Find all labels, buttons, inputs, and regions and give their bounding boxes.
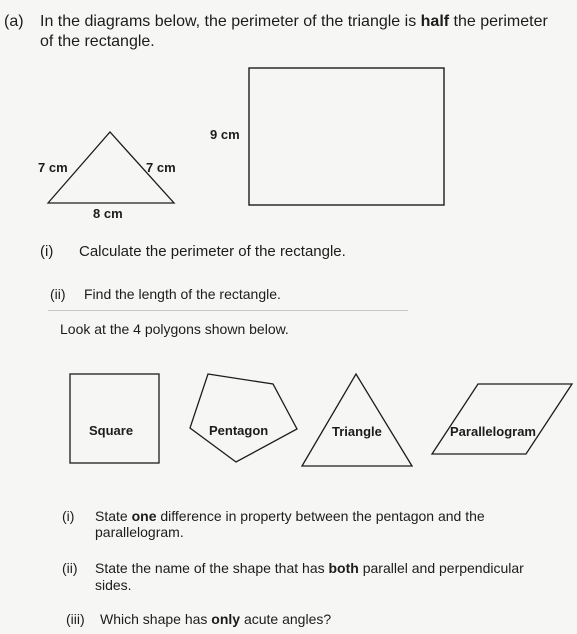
triangle-left-side-label: 7 cm (38, 160, 68, 175)
rectangle-height-label: 9 cm (210, 127, 240, 142)
intro-text-before: In the diagrams below, the perimeter of the triangle is (40, 13, 421, 30)
part-b-question-1-number: (i) (62, 508, 75, 524)
part-a-question-1-text: Calculate the perimeter of the rectangle. (79, 243, 346, 260)
parallelogram-label: Parallelogram (450, 424, 536, 439)
q3-text-before: Which shape has (100, 611, 212, 627)
part-b-question-1-line2: parallelogram. (95, 524, 184, 540)
intro-text-after: the perimeter (449, 13, 548, 30)
triangle-right-side-label: 7 cm (146, 160, 176, 175)
q2-text-after: parallel and perpendicular (358, 560, 524, 576)
q1-text-before: State (95, 508, 132, 524)
square-shape (70, 374, 159, 463)
q3-text-bold: only (211, 611, 241, 627)
part-a-intro-line2: of the rectangle. (40, 33, 155, 50)
q2-text-before: State the name of the shape that has (95, 560, 329, 576)
part-b-question-2-number: (ii) (62, 560, 78, 576)
q3-text-after: acute angles? (240, 611, 332, 627)
part-a-question-1-number: (i) (40, 243, 54, 260)
pentagon-label: Pentagon (209, 423, 269, 438)
parallelogram-shape (432, 384, 572, 454)
q1-text-bold: one (131, 508, 157, 524)
part-b-question-2-line2: sides. (95, 577, 132, 593)
part-b-question-3-number: (iii) (66, 611, 85, 627)
triangle-base-label: 8 cm (93, 206, 123, 221)
part-a-question-2-number: (ii) (50, 286, 66, 302)
part-b-question-3-text (100, 610, 331, 628)
part-a-question-2-text: Find the length of the rectangle. (84, 286, 281, 302)
square-label: Square (89, 423, 134, 438)
part-a-label: (a) (4, 13, 24, 30)
pentagon-shape (190, 374, 297, 462)
q1-text-after: difference in property between the pentagon and the (156, 508, 485, 524)
part-b-question-2-line1 (95, 559, 524, 577)
intro-text-bold: half (420, 13, 450, 30)
part-b-intro: Look at the 4 polygons shown below. (60, 321, 289, 337)
triangle-label: Triangle (332, 424, 382, 439)
triangle-polygon-shape (302, 374, 412, 466)
q2-text-bold: both (328, 560, 359, 576)
